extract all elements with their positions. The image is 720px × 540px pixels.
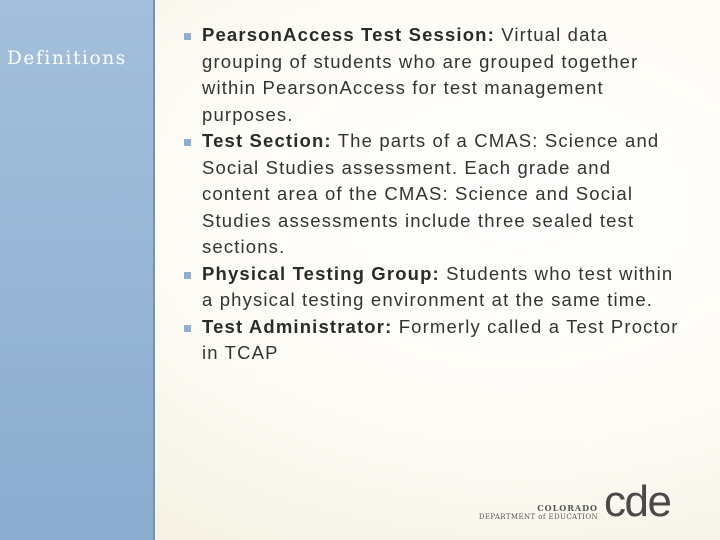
definition-text: Students who test within a physical testing environment at the same time.	[202, 262, 674, 310]
definition-term: Test Section:	[202, 130, 332, 151]
definition-term: Test Administrator:	[202, 315, 393, 337]
definition-text: Virtual data grouping of students who are grouped together within PearsonAccess for test management purposes.	[202, 24, 639, 125]
cde-logo-mark: cde	[604, 477, 671, 526]
definition-term: Physical Testing Group:	[202, 262, 440, 284]
definition-item	[184, 22, 684, 128]
definition-item	[184, 314, 684, 367]
square-bullet-icon	[184, 272, 191, 279]
square-bullet-icon	[184, 33, 191, 40]
sidebar-panel	[0, 0, 155, 540]
square-bullet-icon	[184, 325, 191, 332]
definition-list	[184, 22, 684, 367]
definition-term: PearsonAccess Test Session:	[202, 24, 495, 45]
logo-department-name: DEPARTMENT of EDUCATION	[478, 513, 598, 521]
cde-logo	[478, 477, 698, 526]
definition-item	[184, 128, 684, 261]
section-title: Definitions	[7, 48, 127, 69]
definition-item	[184, 261, 684, 314]
definition-text: The parts of a CMAS: Science and Social Studies assessment. Each grade and content area of the CMAS: Science and Social Studies assessments include three sealed test sections.	[202, 130, 660, 257]
logo-state-name: COLORADO	[537, 503, 598, 513]
definition-text: Formerly called a Test Proctor in TCAP	[202, 315, 679, 363]
square-bullet-icon	[184, 139, 191, 146]
